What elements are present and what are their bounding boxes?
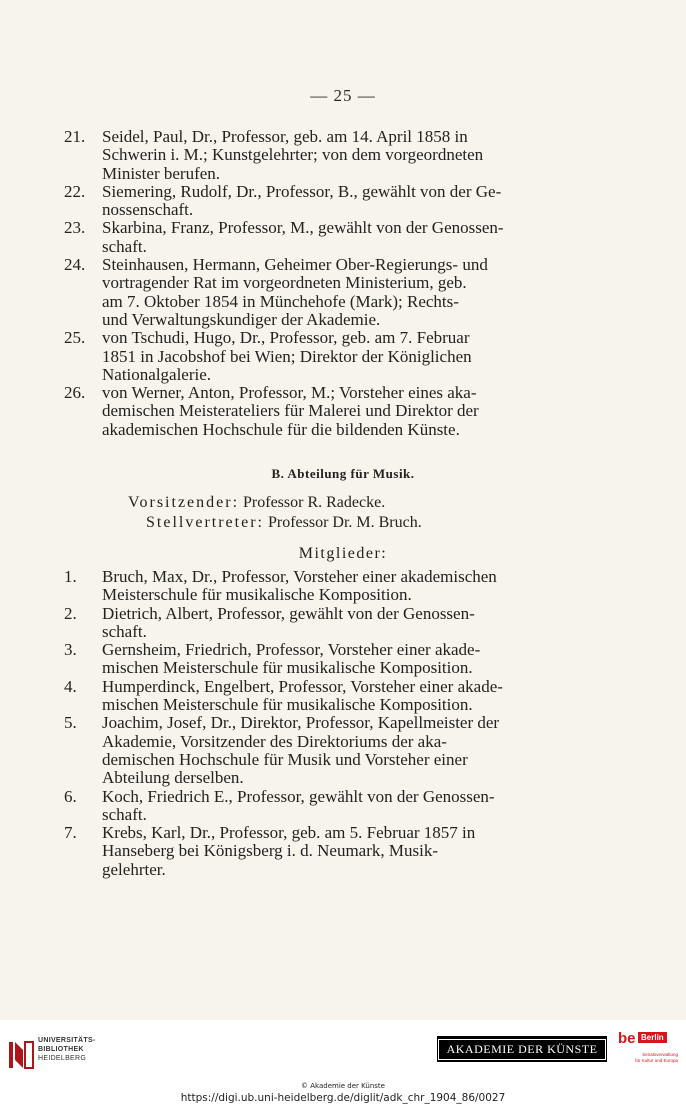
footer [0, 1020, 686, 1108]
section-title: B. Abteilung für Musik. [271, 466, 415, 481]
list-item [64, 256, 530, 329]
akademie-logo[interactable] [437, 1036, 607, 1062]
entry-line: Seidel, Paul, Dr., Professor, geb. am 14. April 1858 in [102, 127, 468, 146]
be-logo-mark: be [618, 1030, 636, 1047]
entry-line: Skarbina, Franz, Professor, M., gewählt von der Genossen- [102, 218, 504, 238]
list-item [64, 568, 530, 605]
senate-line: für Kultur und Europa [635, 1057, 678, 1063]
entry-line: vortragender Rat im vorgeordneten Ministerium, geb. [102, 273, 467, 293]
deputy-label: Stellvertreter: [146, 514, 264, 531]
deputy-value: Professor Dr. M. Bruch. [267, 514, 422, 531]
chair-line [128, 494, 385, 512]
senate-line: Senatsverwaltung [642, 1052, 678, 1057]
list-item [64, 678, 530, 715]
akademie-logo-text: AKADEMIE DER KÜNSTE [438, 1039, 607, 1060]
deputy-line [146, 514, 422, 532]
entry-number: 25. [64, 328, 86, 348]
members-heading: Mitglieder: [298, 545, 388, 562]
copyright-notice: © Akademie der Künste [301, 1082, 385, 1090]
entry-line: Schwerin i. M.; Kunstgelehrter; von dem vorgeordneten [102, 145, 484, 165]
entry-line: schaft. [102, 621, 147, 641]
library-name-line: BIBLIOTHEK [38, 1046, 84, 1053]
list-item [64, 824, 530, 879]
list-item [64, 329, 530, 384]
university-library-logo[interactable] [8, 1034, 98, 1078]
entry-line: Bruch, Max, Dr., Professor, Vorsteher einer akademischen [102, 567, 497, 586]
entry-line: demischen Meisterateliers für Malerei und Direktor der [102, 401, 479, 421]
list-item [64, 219, 530, 256]
entry-line: Koch, Friedrich E., Professor, gewählt von der Genossen- [102, 786, 495, 806]
list-item [64, 128, 530, 183]
member-list-music [64, 568, 530, 879]
entry-number: 4. [64, 676, 77, 696]
list-item [64, 788, 530, 825]
entry-number: 3. [64, 640, 77, 660]
list-item [64, 183, 530, 220]
entry-line: mischen Meisterschule für musikalische Komposition. [102, 695, 473, 715]
berlin-logo-mark: Berlin [638, 1032, 667, 1043]
library-name-line: HEIDELBERG [38, 1055, 87, 1062]
be-berlin-logo[interactable] [616, 1030, 678, 1078]
entry-number: 22. [64, 181, 86, 201]
entry-line: von Tschudi, Hugo, Dr., Professor, geb. am 7. Februar [102, 328, 470, 348]
entry-line: schaft. [102, 236, 147, 256]
entry-line: von Werner, Anton, Professor, M.; Vorsteher eines aka- [102, 383, 477, 403]
entry-number: 7. [64, 823, 77, 843]
library-name-line: UNIVERSITÄTS- [38, 1037, 96, 1044]
entry-line: demischen Hochschule für Musik und Vorsteher einer [102, 749, 468, 769]
entry-line: Meisterschule für musikalische Komposition. [102, 585, 412, 605]
list-item [64, 605, 530, 642]
entry-line: Krebs, Karl, Dr., Professor, geb. am 5. Februar 1857 in [102, 823, 476, 843]
entry-line: Nationalgalerie. [102, 364, 212, 384]
entry-number: 26. [64, 383, 86, 403]
list-item [64, 714, 530, 787]
entry-line: Abteilung derselben. [102, 768, 244, 788]
list-item [64, 641, 530, 678]
entry-number: 23. [64, 218, 86, 238]
entry-number: 24. [64, 255, 86, 275]
entry-line: Steinhausen, Hermann, Geheimer Ober-Regierungs- und [102, 255, 488, 275]
entry-line: Akademie, Vorsitzender des Direktoriums der aka- [102, 731, 447, 751]
chair-label: Vorsitzender: [128, 494, 240, 511]
entry-line: Hanseberg bei Königsberg i. d. Neumark, Musik- [102, 841, 439, 861]
entry-line: und Verwaltungskundiger der Akademie. [102, 309, 381, 329]
entry-line: Gernsheim, Friedrich, Professor, Vorsteher einer akade- [102, 640, 481, 660]
library-emblem-icon [8, 1038, 34, 1072]
entry-line: 1851 in Jacobshof bei Wien; Direktor der Königlichen [102, 346, 472, 366]
entry-line: mischen Meisterschule für musikalische Komposition. [102, 658, 473, 678]
entry-number: 2. [64, 603, 77, 623]
chair-value: Professor R. Radecke. [243, 494, 386, 511]
entry-number: 5. [64, 713, 77, 733]
entry-line: gelehrter. [102, 859, 166, 879]
entry-line: am 7. Oktober 1854 in Münchehofe (Mark); Rechts- [102, 291, 459, 311]
entry-number: 6. [64, 786, 77, 806]
entry-line: Minister berufen. [102, 163, 221, 183]
entry-line: Humperdinck, Engelbert, Professor, Vorsteher einer akade- [102, 676, 503, 696]
permalink-url[interactable]: https://digi.ub.uni-heidelberg.de/diglit/adk_chr_1904_86/0027 [180, 1092, 506, 1104]
entry-line: nossenschaft. [102, 200, 194, 220]
entry-line: schaft. [102, 804, 147, 824]
entry-line: Dietrich, Albert, Professor, gewählt von der Genossen- [102, 603, 475, 623]
entry-number: 21. [64, 127, 86, 146]
entry-line: akademischen Hochschule für die bildenden Künste. [102, 419, 460, 439]
entry-number: 1. [64, 567, 77, 586]
entry-line: Siemering, Rudolf, Dr., Professor, B., gewählt von der Ge- [102, 181, 502, 201]
entry-line: Joachim, Josef, Dr., Direktor, Professor, Kapellmeister der [102, 713, 500, 733]
member-list-painting [64, 128, 530, 439]
page-number: — 25 — [310, 86, 376, 105]
list-item [64, 384, 530, 439]
